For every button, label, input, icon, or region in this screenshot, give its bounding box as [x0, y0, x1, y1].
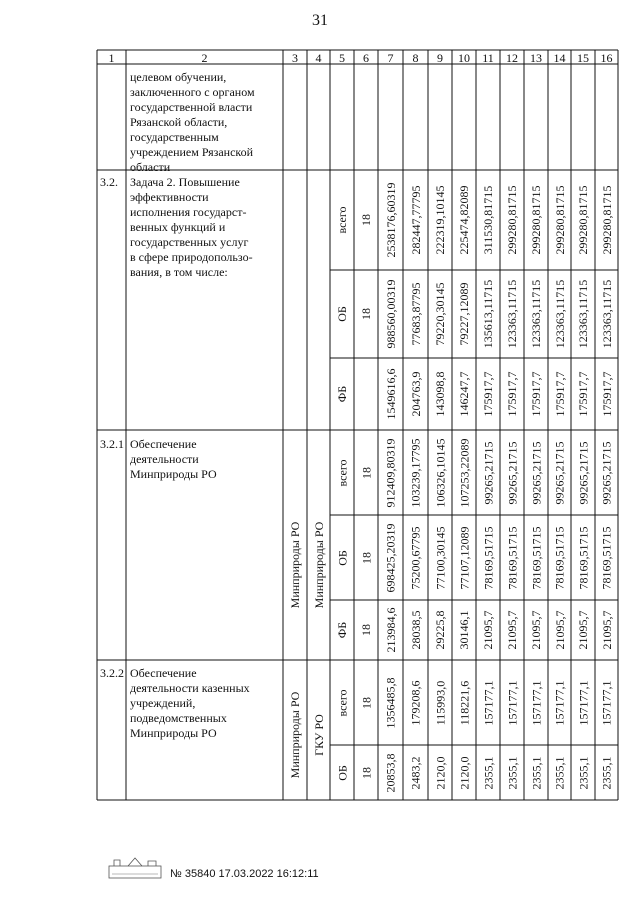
value-cell: 204763,9: [408, 371, 423, 417]
value-cell: 99265,21715: [576, 441, 590, 504]
value-cell: 2538176,60319: [383, 182, 398, 258]
column-number: 4: [315, 51, 322, 65]
value-cell: 123363,11715: [505, 279, 519, 349]
value-cell: 21095,7: [599, 610, 614, 650]
budget-code: 18: [359, 624, 373, 636]
value-cell: 77683,87795: [408, 282, 423, 346]
row4-description: Обеспечение деятельности казенных учреждений, подведомственных Минприроды РО: [130, 666, 250, 740]
value-cell: 28038,5: [408, 610, 423, 650]
value-cell: 2355,1: [576, 756, 590, 789]
value-cell: 2355,1: [552, 756, 567, 789]
value-cell: 146247,7: [457, 371, 471, 417]
column-number: 9: [437, 51, 443, 65]
value-cell: 2355,1: [529, 756, 543, 789]
value-cell: 78169,51715: [529, 526, 543, 589]
value-cell: 175917,7: [599, 371, 614, 417]
column-number: 7: [387, 51, 394, 65]
band-header-vsego: всего: [335, 458, 349, 487]
column-number: 10: [458, 51, 470, 65]
value-cell: 282447,77795: [408, 185, 423, 255]
value-cell: 2355,1: [505, 756, 519, 789]
value-cell: 118221,6: [457, 680, 471, 725]
value-cell: 21095,7: [576, 610, 590, 650]
value-cell: 21095,7: [529, 610, 543, 650]
value-cell: 99265,21715: [599, 441, 614, 504]
value-cell: 299280,81715: [576, 185, 590, 255]
row2-description: Задача 2. Повышение эффективности исполнения государст- венных функций и государственных услуг в сфере природопользо- вания, в том числе:: [130, 175, 253, 279]
value-cell: 299280,81715: [505, 185, 519, 255]
value-cell: 75200,67795: [408, 526, 423, 589]
value-cell: 21095,7: [552, 610, 567, 650]
value-cell: 225474,82089: [457, 185, 471, 255]
value-cell: 179208,6: [408, 680, 423, 725]
registration-footer: № 35840 17.03.2022 16:12:11: [170, 868, 319, 880]
value-cell: 2483,2: [408, 756, 423, 789]
row2-number: 3.2.: [100, 175, 118, 189]
value-cell: 99265,21715: [552, 441, 567, 504]
value-cell: 135613,11715: [481, 279, 495, 349]
value-cell: 20853,8: [383, 753, 398, 792]
value-cell: 78169,51715: [481, 526, 495, 589]
value-cell: 175917,7: [552, 371, 567, 417]
row4-number: 3.2.2: [100, 666, 124, 680]
value-cell: 79220,30145: [433, 282, 447, 346]
column-number: 12: [506, 51, 518, 65]
column-number: 6: [363, 51, 369, 65]
value-cell: 77107,12089: [457, 526, 471, 589]
value-cell: 988560,00319: [383, 279, 398, 349]
value-cell: 175917,7: [576, 371, 590, 417]
value-cell: 107253,22089: [457, 438, 471, 507]
budget-code: 18: [359, 214, 373, 226]
value-cell: 143098,8: [433, 371, 447, 417]
value-cell: 1549616,6: [383, 368, 398, 420]
value-cell: 1356485,8: [383, 677, 398, 728]
value-cell: 299280,81715: [552, 185, 567, 255]
value-cell: 175917,7: [481, 371, 495, 417]
band-header-ob: ОБ: [335, 549, 349, 566]
value-cell: 2355,1: [599, 756, 614, 789]
row1-description: целевом обучении, заключенного с органом государственной власти Рязанской области, государственным учреждением Рязанской области: [130, 70, 255, 174]
value-cell: 299280,81715: [599, 185, 614, 255]
column-number: 16: [600, 51, 613, 65]
budget-code: 18: [359, 308, 373, 320]
value-cell: 78169,51715: [599, 526, 614, 589]
value-cell: 78169,51715: [576, 526, 590, 589]
value-cell: 30146,1: [457, 610, 471, 650]
value-cell: 311530,81715: [481, 185, 495, 255]
executor-b: ГКУ РО: [311, 714, 326, 756]
column-number: 8: [412, 51, 419, 65]
budget-code: 18: [359, 696, 373, 709]
budget-code: 18: [359, 766, 373, 779]
value-cell: 123363,11715: [599, 279, 614, 349]
value-cell: 175917,7: [529, 371, 543, 417]
registration-stamp-icon: [108, 856, 162, 882]
value-cell: 99265,21715: [505, 441, 519, 504]
value-cell: 912409,80319: [383, 438, 398, 507]
value-cell: 115993,0: [433, 680, 447, 725]
column-number: 1: [108, 51, 115, 65]
band-header-fb: ФБ: [335, 385, 349, 403]
value-cell: 175917,7: [505, 371, 519, 417]
page-number: 31: [312, 12, 328, 29]
value-cell: 299280,81715: [529, 185, 543, 255]
row3-description: Обеспечение деятельности Минприроды РО: [130, 437, 217, 481]
column-number: 11: [482, 51, 494, 65]
column-number: 13: [530, 51, 542, 65]
value-cell: 2355,1: [481, 756, 495, 789]
band-header-vsego: всего: [335, 688, 349, 717]
band-header-ob: ОБ: [335, 306, 349, 322]
column-number: 3: [292, 51, 298, 65]
column-number: 5: [339, 51, 345, 65]
column-number: 14: [553, 51, 566, 65]
band-header-ob: ОБ: [335, 764, 349, 781]
value-cell: 123363,11715: [552, 279, 567, 349]
value-cell: 157177,1: [599, 680, 614, 725]
value-cell: 78169,51715: [505, 526, 519, 589]
value-cell: 106326,10145: [433, 438, 447, 507]
value-cell: 79227,12089: [457, 282, 471, 346]
budget-code: 18: [359, 466, 373, 479]
value-cell: 157177,1: [529, 680, 543, 725]
value-cell: 78169,51715: [552, 526, 567, 589]
row3-number: 3.2.1: [100, 437, 124, 451]
executor-a: Минприроды РО: [288, 521, 302, 609]
value-cell: 99265,21715: [481, 441, 495, 504]
value-cell: 103239,17795: [408, 438, 423, 507]
column-number: 2: [201, 51, 208, 65]
value-cell: 77100,30145: [433, 526, 447, 589]
value-cell: 21095,7: [481, 610, 495, 650]
column-number: 15: [577, 51, 589, 65]
value-cell: 222319,10145: [433, 185, 447, 255]
value-cell: 123363,11715: [576, 279, 590, 349]
budget-code: 18: [359, 551, 373, 564]
value-cell: 698425,20319: [383, 523, 398, 592]
value-cell: 123363,11715: [529, 279, 543, 349]
value-cell: 21095,7: [505, 610, 519, 650]
value-cell: 29225,8: [433, 610, 447, 650]
value-cell: 99265,21715: [529, 441, 543, 504]
band-header-vsego: всего: [335, 206, 349, 234]
executor-a: Минприроды РО: [288, 691, 302, 779]
value-cell: 157177,1: [552, 680, 567, 725]
value-cell: 2120,0: [433, 756, 447, 789]
value-cell: 157177,1: [481, 680, 495, 725]
executor-b: Минприроды РО: [311, 521, 326, 609]
value-cell: 157177,1: [576, 680, 590, 725]
value-cell: 213984,6: [383, 607, 398, 653]
value-cell: 2120,0: [457, 756, 471, 789]
value-cell: 157177,1: [505, 680, 519, 725]
band-header-fb: ФБ: [335, 621, 349, 639]
